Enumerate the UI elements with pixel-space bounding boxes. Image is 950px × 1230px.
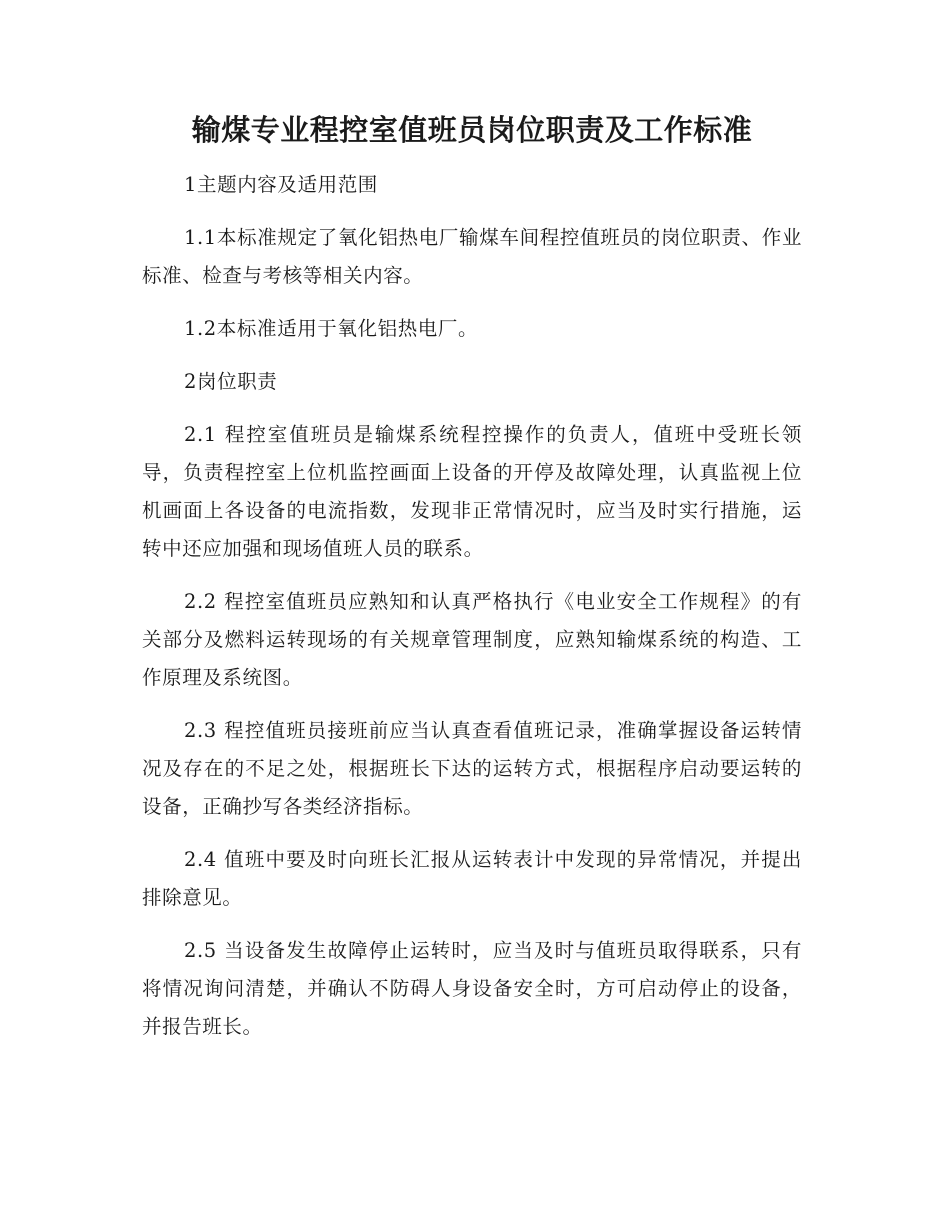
document-page <box>142 100 802 1061</box>
paragraph-2-3: 2.3 程控值班员接班前应当认真查看值班记录，准确掌握设备运转情况及存在的不足之处，根据班长下达的运转方式，根据程序启动要运转的设备，正确抄写各类经济指标。 <box>142 719 802 818</box>
document-title: 输煤专业程控室值班员岗位职责及工作标准 <box>191 113 753 147</box>
paragraph-1-1: 1.1本标准规定了氧化铝热电厂输煤车间程控值班员的岗位职责、作业标准、检查与考核等相关内容。 <box>142 226 802 287</box>
section-heading-2: 2岗位职责 <box>184 370 278 393</box>
paragraph-2-5: 2.5 当设备发生故障停止运转时，应当及时与值班员取得联系，只有将情况询问清楚，并确认不防碍人身设备安全时，方可启动停止的设备，并报告班长。 <box>142 939 802 1038</box>
section-heading-1: 1主题内容及适用范围 <box>184 173 378 196</box>
paragraph-2-4: 2.4 值班中要及时向班长汇报从运转表计中发现的异常情况，并提出排除意见。 <box>142 848 802 909</box>
paragraph-1-2: 1.2本标准适用于氧化铝热电厂。 <box>184 317 479 340</box>
paragraph-2-1: 2.1 程控室值班员是输煤系统程控操作的负责人，值班中受班长领导，负责程控室上位机监控画面上设备的开停及故障处理，认真监视上位机画面上各设备的电流指数，发现非正常情况时，应当及时实行措施，运转中还应加强和现场值班人员的联系。 <box>142 423 802 560</box>
paragraph-2-2: 2.2 程控室值班员应熟知和认真严格执行《电业安全工作规程》的有关部分及燃料运转现场的有关规章管理制度，应熟知输煤系统的构造、工作原理及系统图。 <box>142 590 802 689</box>
